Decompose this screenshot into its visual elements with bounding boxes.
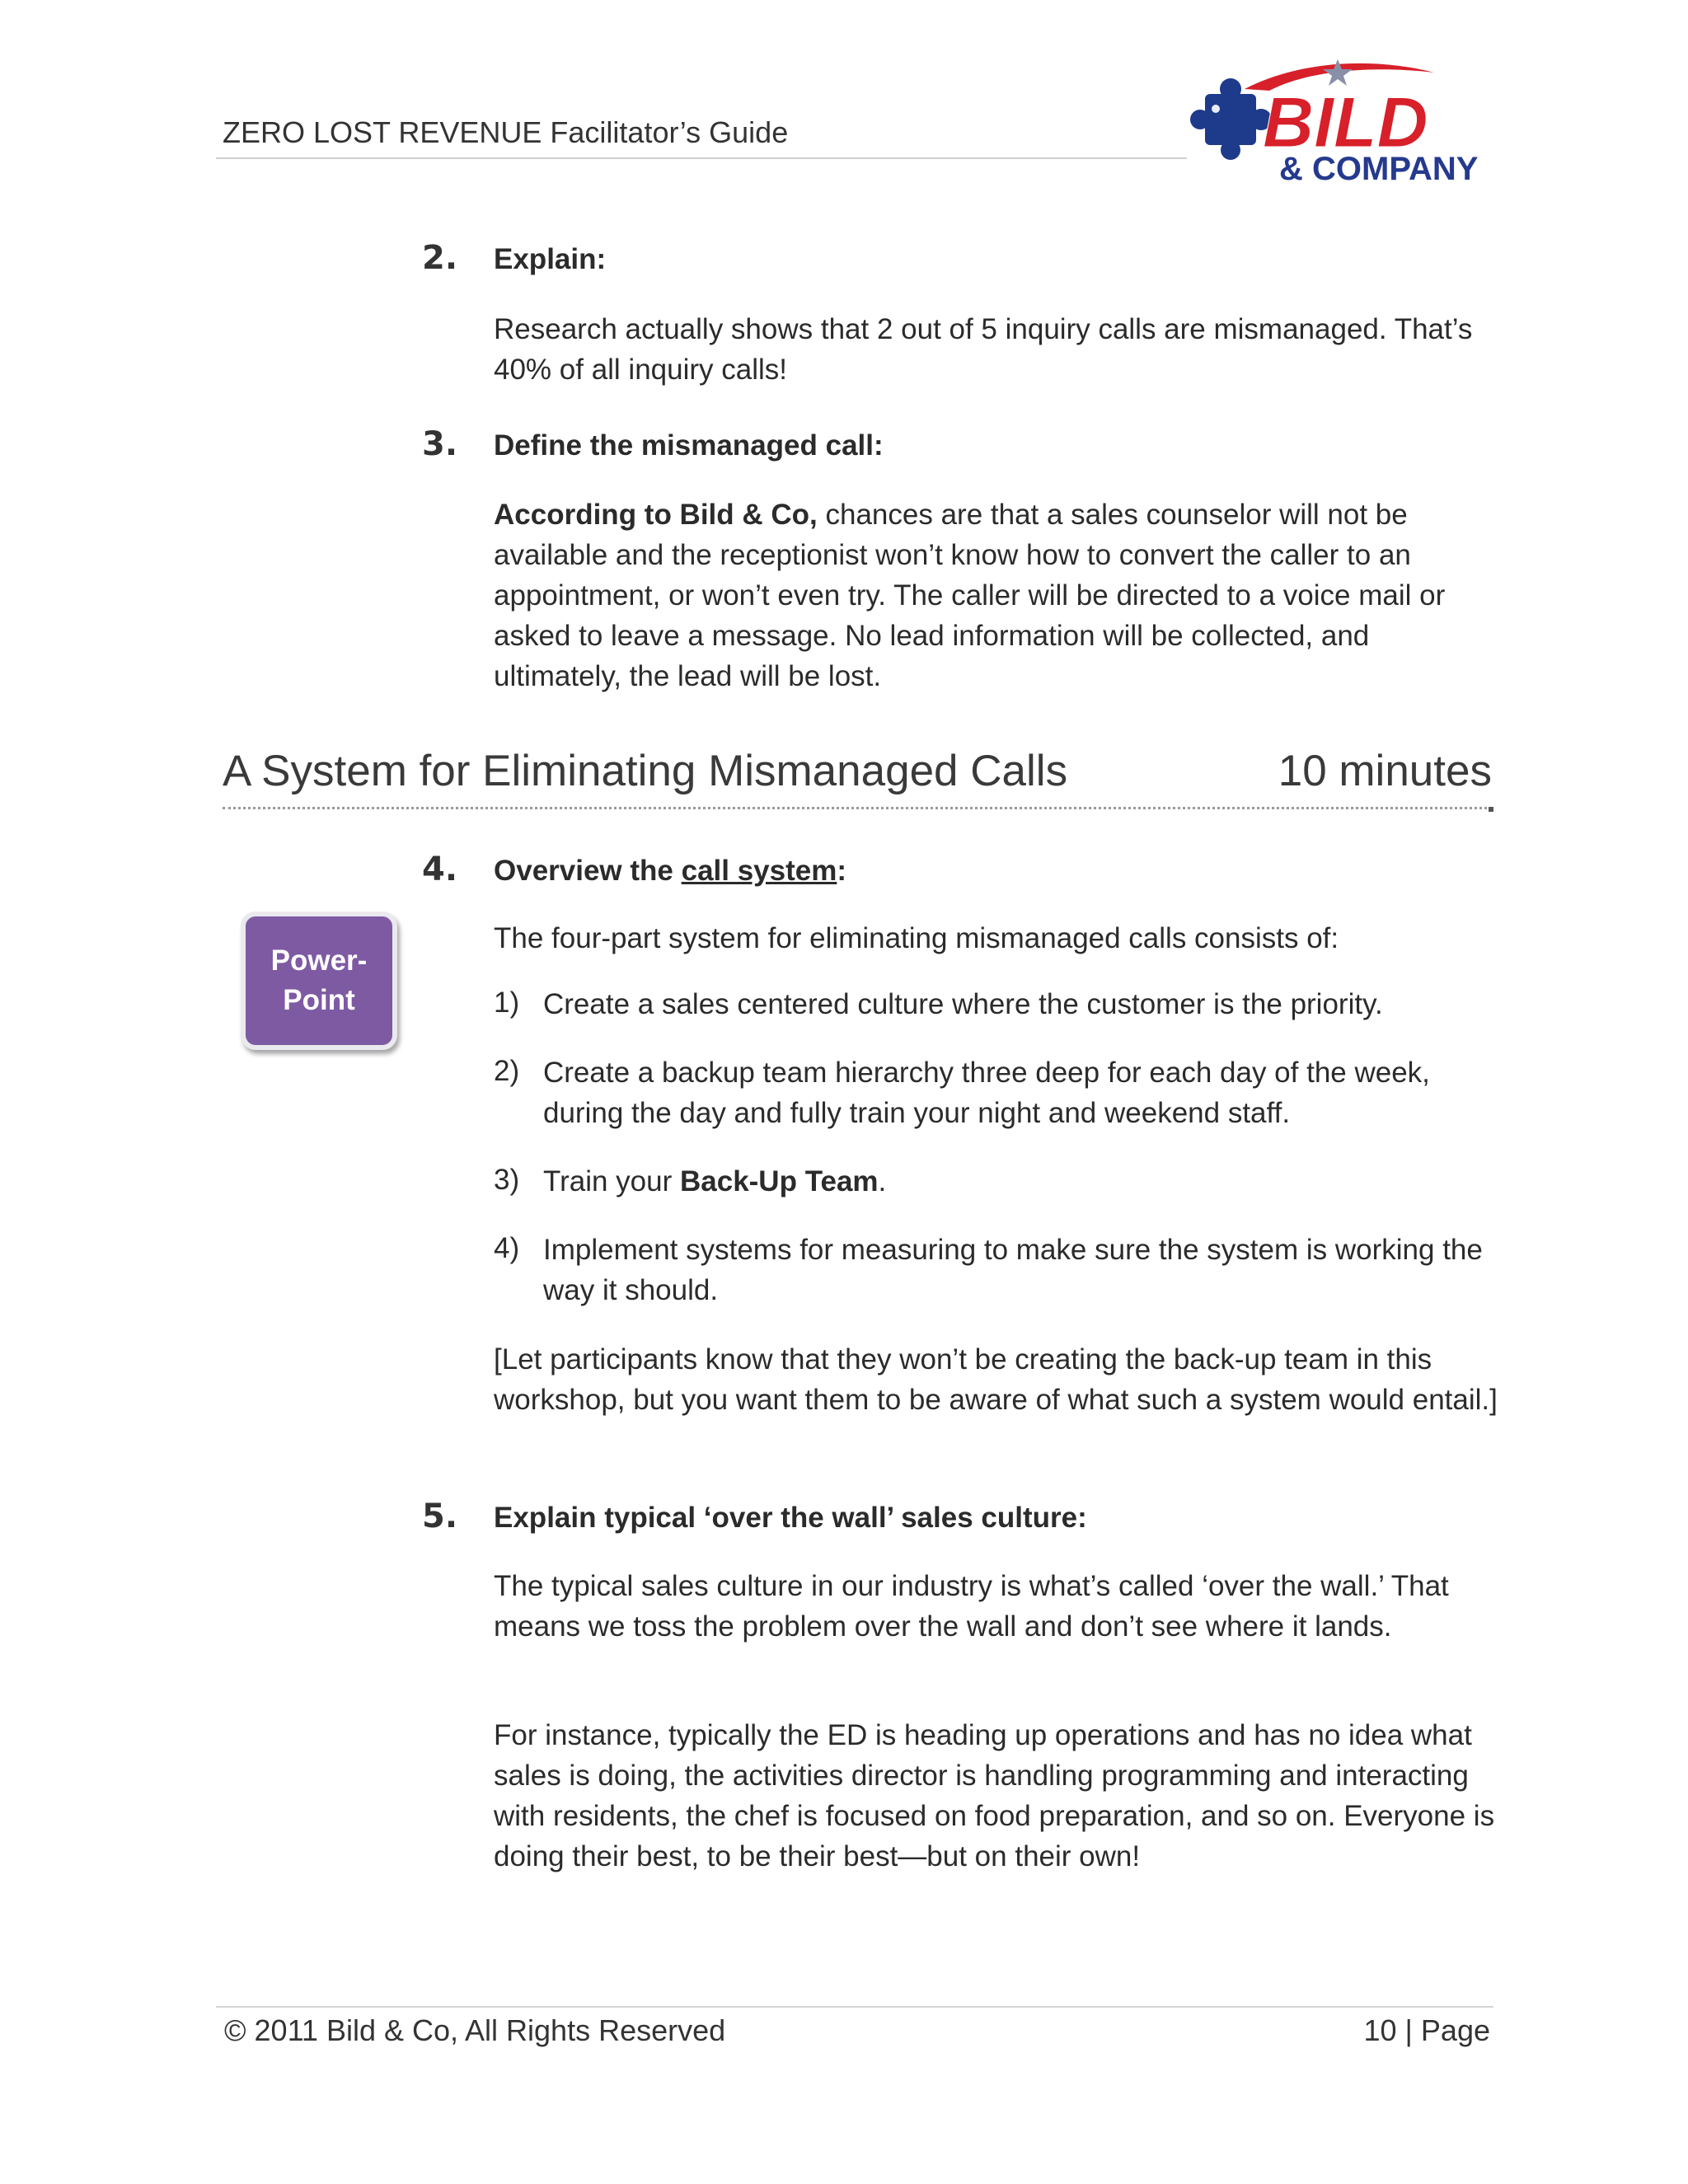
header-divider	[216, 157, 1187, 159]
list-item: Create a sales centered culture where the customer is the priority.	[543, 988, 1383, 1020]
step-heading: Explain:	[494, 243, 607, 275]
header-title: ZERO LOST REVENUE Facilitator’s Guide	[223, 115, 789, 149]
step-paragraph: Research actually shows that 2 out of 5 inquiry calls are mismanaged. That’s 40% of all inquiry calls!	[494, 313, 1473, 386]
list-item: Implement systems for measuring to make sure the system is working the way it should.	[543, 1234, 1483, 1306]
step-heading	[494, 855, 846, 888]
badge-line: Point	[283, 984, 355, 1016]
section-heading	[223, 746, 1492, 796]
bold-lead: According to Bild & Co,	[494, 499, 818, 531]
step-number: 2.	[422, 239, 458, 277]
heading-text: Overview the	[494, 855, 682, 887]
page-number: 10 | Page	[1363, 2013, 1490, 2047]
section-title: A System for Eliminating Mismanaged Calls	[223, 747, 1068, 795]
section-divider	[223, 807, 1492, 809]
company-logo	[1187, 58, 1500, 190]
facilitator-note: [Let participants know that they won’t be creating the back-up team in this workshop, but you want them to be aware of what such a system would entail.]	[494, 1343, 1498, 1416]
badge-line: Power-	[270, 944, 368, 977]
call-system-link: call system	[681, 855, 837, 887]
list-item-text: Train your	[543, 1165, 680, 1197]
step-paragraph: The four-part system for eliminating mismanaged calls consists of:	[494, 922, 1339, 954]
powerpoint-badge	[241, 912, 397, 1050]
section-divider-dot	[1489, 807, 1493, 812]
back-up-team-emphasis: Back-Up Team	[679, 1165, 879, 1197]
puzzle-piece-icon	[1190, 78, 1272, 160]
footer-divider	[216, 2006, 1493, 2008]
list-item-number: 4)	[494, 1232, 520, 1264]
section-duration: 10 minutes	[1278, 747, 1492, 795]
list-item: Create a backup team hierarchy three deep for each day of the week, during the day and fully train your night and weekend staff.	[543, 1057, 1430, 1129]
step-heading: Explain typical ‘over the wall’ sales culture:	[494, 1502, 1087, 1534]
list-item-number: 3)	[494, 1164, 520, 1196]
heading-text: :	[837, 855, 847, 887]
step-paragraph: The typical sales culture in our industry is what’s called ‘over the wall.’ That means we toss the problem over the wall and don’t see where it lands.	[494, 1570, 1449, 1643]
step-number: 4.	[422, 851, 458, 888]
step-heading: Define the mismanaged call:	[494, 429, 884, 462]
step-number: 3.	[422, 425, 458, 463]
list-item	[543, 1161, 1499, 1202]
logo-sub-text: & COMPANY	[1279, 151, 1479, 187]
logo-brand-text: BILD	[1263, 83, 1428, 162]
list-item-text: .	[878, 1165, 887, 1197]
copyright: © 2011 Bild & Co, All Rights Reserved	[224, 2013, 726, 2047]
paragraph-body: chances are that a sales counselor will not be available and the receptionist won’t know how to convert the caller to an appointment, or won’t even try. The caller will be directed to a voice mail or asked to leave a message. No lead information will be collected, and ultimately, the lead will be lost.	[494, 499, 1446, 692]
step-paragraph: For instance, typically the ED is heading up operations and has no idea what sales is doing, the activities director is handling programming and interacting with residents, the chef is focused on food preparation, and so on. Everyone is doing their best, to be their best—but on their own!	[494, 1719, 1495, 1872]
list-item-number: 1)	[494, 987, 520, 1019]
list-item-number: 2)	[494, 1055, 520, 1087]
step-number: 5.	[422, 1497, 458, 1535]
step-paragraph	[494, 494, 1499, 696]
